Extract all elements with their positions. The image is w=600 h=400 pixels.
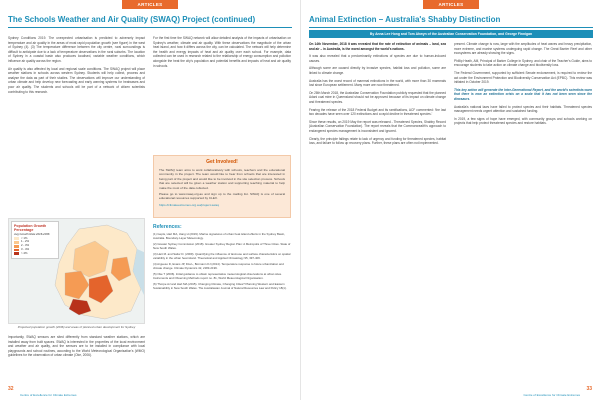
legend-item: > 4% xyxy=(14,252,56,256)
article-title: Animal Extinction – Australia's Shabby Distinction xyxy=(309,15,501,24)
paragraph: Although some are caused directly by invasive species, habitat loss and pollution, some are linked to climate change. xyxy=(309,66,446,75)
paragraph: Australia's national laws have failed to protect species and their habitats. Threatened species management needs urgent attention and sustained funding. xyxy=(454,104,592,114)
paragraph: present. Climate change is now, large with the amplitudes of heat waves and heavy precipitation, more extreme, and marine systems undergoing rapid change. The Great Barrier Reef and other ecosystems are already showing the signs. xyxy=(454,42,592,56)
body-column-1-continued xyxy=(8,335,145,393)
legend-subtitle: Avg Growth Rate 2016-2036 xyxy=(14,231,50,236)
article-title: The Schools Weather and Air Quality (SWAQ) Project (continued) xyxy=(8,15,256,24)
get-involved-signup: Please go to www.swaq.org.au and sign up to the mailing list. SWAQ is one of several educational resources supported by CLEX. xyxy=(159,192,285,201)
paragraph: For the first time the SWAQ network will allow detailed analysis of the impacts of urbanisation on Sydney's weather, climate and air quality. With these observations the magnitude of the urban heat island, and how it differs across the city, can be calculated. The network will help determine the health and energy impacts of heat and air quality over each school. For example, data collected can be used in research related to the relationship of energy consumption and pollution alongside the heat the city's population and potential benefits and impacts of heat and air quality in schools. xyxy=(153,36,291,68)
legend-item: 3 - 4% xyxy=(14,248,56,252)
paragraph: Phillip Heath, AM, Principal of Barker College in Sydney, and chair of the Teacher's Guide, aims to encourage students to take action on climate change and biodiversity loss. xyxy=(454,58,592,68)
lead-paragraph: On 14th November, 2018 it was revealed that the rate of extinction of animals – land, sea and air – in Australia, is the worst amongst the world's nations. xyxy=(309,42,446,51)
paragraph: Clearly, the principle failings relate to lack of urgency and funding for threatened species, habitat loss, and failure to follow up recovery plans. Further, these plans are often not implemented. xyxy=(309,136,446,146)
references-heading: References: xyxy=(153,224,182,230)
legend-item: 2 - 3% xyxy=(14,244,56,248)
reference-item: (2) Greater Sydney Commission (2018). Greater Sydney Region Plan: A Metropolis of Three Cities. State of New South Wales. xyxy=(153,242,291,251)
get-involved-box xyxy=(153,155,291,218)
body-column-1 xyxy=(309,42,446,386)
legend-item: 1 - 2% xyxy=(14,240,56,244)
reference-item: (6) Thorpe AJ and Hart MA (2015). Changing Climate, Changing Cities? Planning Western and Eastern Sustainability in New South Wales. The Australasian Journal of Natural Resources Law and Policy 18(1). xyxy=(153,282,287,291)
author-byline: By Anna Lee Hong and Tom Ahwyn of the Australian Conservation Foundation, and George Finnigan xyxy=(309,30,593,38)
reference-item: (4) Argueso D, Evans JP, Fita L, Bormann KJ (2014). Temperature response to future urbanization and climate change. Climate Dynamics 42, 2183-2199. xyxy=(153,262,284,271)
references-list xyxy=(153,232,291,392)
population-growth-map xyxy=(8,218,145,324)
map-caption: Projected population growth (2036) and areas of planned urban development for Sydney xyxy=(17,325,136,329)
right-page xyxy=(300,0,600,400)
get-involved-heading: Get Involved! xyxy=(206,159,238,165)
page-number: 33 xyxy=(586,386,592,392)
section-tab: ARTICLES xyxy=(423,0,479,9)
title-divider xyxy=(8,27,292,28)
section-tab: ARTICLES xyxy=(122,0,178,9)
paragraph: Australia has the worst record of mammal extinctions in the world, with more than 30 mammals lost since European settlement. Many more are now threatened. xyxy=(309,78,446,88)
page-footer: Centre of Excellence for Climate Extremes xyxy=(523,393,580,397)
title-divider xyxy=(309,27,593,28)
legend-title: Population Growth Percentage xyxy=(14,224,47,233)
body-column-1 xyxy=(8,36,145,214)
reference-item: (1) Gepts, Hart MA, Jiang H (2019). Marine signatures of urban heat island effects in the Sydney Basin, Australia. Boundary-Layer Meteorology. xyxy=(153,232,286,241)
paragraph: Sydney Conditions 2019. The unexpected urbanisation is predicted to adversely impact temperature and air quality in the areas of most rapid population growth (see figure) in the west of Sydney (4). (3) The temperature difference between the city centre, rural surroundings is difficult to anticipate due to a lack of temperature observations in the rural suburbs. The location of Sydney in a coastal basin also produces localised, variable weather conditions, which influence air quality across the region. xyxy=(8,36,145,63)
paragraph: The Federal Government, supported by sufficient Senate endorsement, is required to review the act under the Environment Protection and Biodiversity Conservation Act (EPBC). This review was initiated in October 2019. xyxy=(454,70,592,85)
paragraph: It was also revealed that a predominantly extinctions of species are due to human-induced causes. xyxy=(309,54,446,63)
legend-item: < 1% xyxy=(14,237,56,241)
paragraph: Air quality is also affected by local and regional scale conditions. The SWAQ project will place weather stations in schools across western Sydney. Students will help collect, process and analyse the data as part of their studies. The observations will improve our understanding of urban climate and help develop new forecasting and early warning systems for heatwaves and poor air quality. The students and schools will be part of a network of citizen scientists contributing to this research. xyxy=(8,66,145,94)
paragraph: Since these results, on 2019 May the report was released - Threatened Species, Shabby Record (Australian Conservation Foundation). The report reveals that the Commonwealth's approach to endangered species management is inconsistent and ignored. xyxy=(309,119,446,133)
page-number: 32 xyxy=(8,386,14,392)
project-link[interactable]: https://climateextremes.org.au/project-swaq xyxy=(159,202,219,207)
paragraph: In 2019, a few signs of hope have emerged, with community groups and schools working on projects that help protect threatened species and restore habitats. xyxy=(454,116,592,126)
reference-item: (5) Oke T (2006). Initial guidance to obtain representative meteorological observations at urban sites. Instruments and Observing Methods report no. 81, World Meteorological Organisation. xyxy=(153,272,282,281)
highlight-paragraph: This key action will generate the Inter-Generational Report, and the world's scientists warn that there is now an extinction crisis on a scale that it has not been seen since the dinosaurs. xyxy=(454,87,592,101)
paragraph: On 28th March 2018, the Australian Conservation Foundation publicly requested that the planned Adani coal mine in Queensland should not be approved because of its impact on climate change and threatened species. xyxy=(309,90,446,104)
paragraph: Importantly, SWAQ sensors are sited differently from standard weather stations, which are installed away from built spaces. SWAQ is interested in the properties of the local environment and weather and air quality, and the sensors are to be installed in compliance with local playgrounds and school routines, according to the World Meteorological Organisation's (WMO) guidelines for the observation of urban climate (Oke, 2006). xyxy=(8,335,145,358)
paragraph: Fearing the release of the 2018 Federal Budget and its ramifications, ACF commented: 'the last two decades have seen over 120 extinctions and a rapid decline in threatened species.' xyxy=(309,107,446,117)
get-involved-text: The SWAQ team aims to work collaboratively with schools, teachers and the educational community in the project. The team would like to hear from schools that are interested in being part of the project and would like to be involved in the site selection process. Schools that are selected will be given a weather station and supporting teaching material to help make the most of the data collected. xyxy=(159,168,285,190)
body-column-2 xyxy=(153,36,291,148)
page-footer: Centre of Excellence for Climate Extremes xyxy=(20,393,77,397)
map-legend xyxy=(11,221,59,259)
reference-item: (3) Hart M. and Sailor D. (2009). Quantifying the influence of land-use and surface characteristics on spatial variability in the urban heat island. Theoretical and Applied Climatology 95, 397-406. xyxy=(153,252,291,261)
body-column-2 xyxy=(454,42,592,386)
